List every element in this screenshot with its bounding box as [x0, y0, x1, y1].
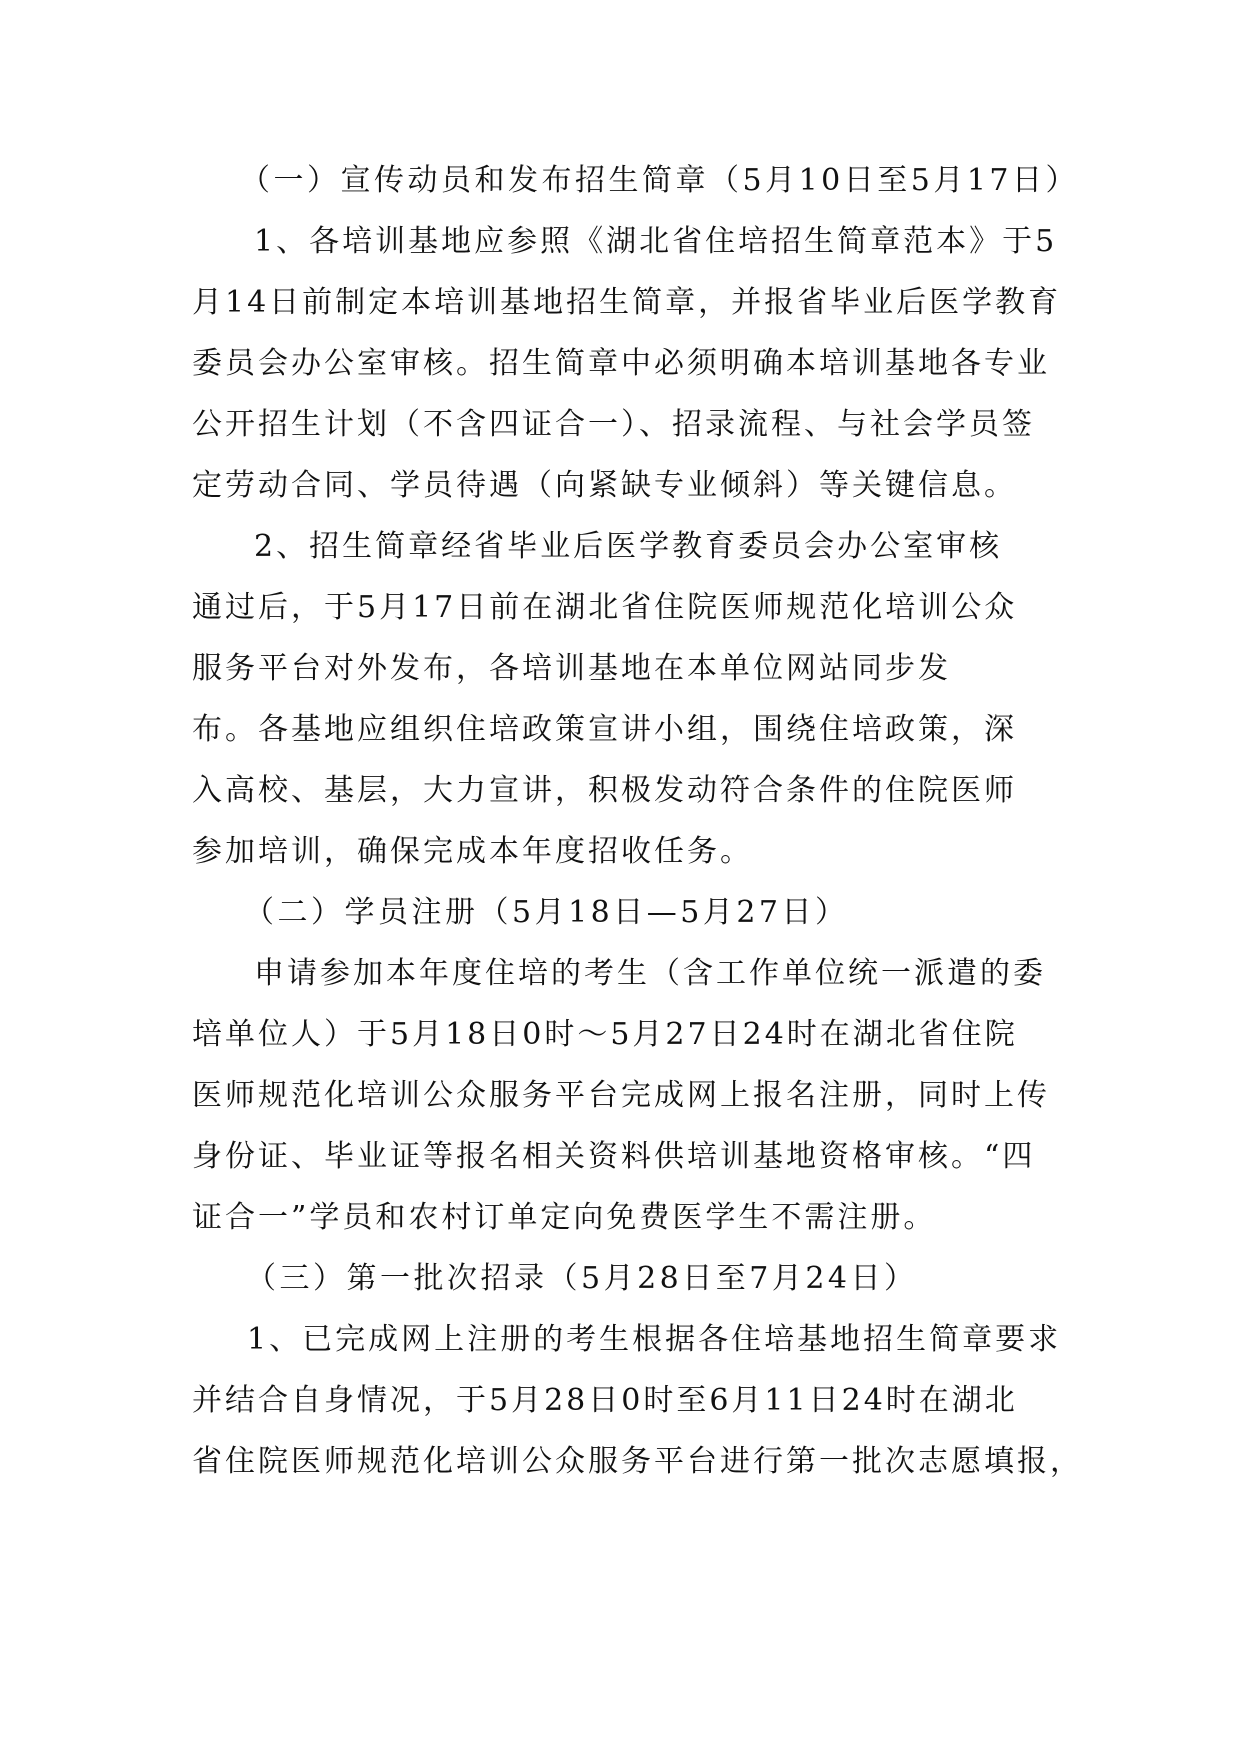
section-2-line: 医师规范化培训公众服务平台完成网上报名注册，同时上传	[192, 1078, 1050, 1113]
section-3-item-1-line: 并结合自身情况，于5月28日0时至6月11日24时在湖北	[192, 1383, 1018, 1418]
section-1-item-1-line: 定劳动合同、学员待遇（向紧缺专业倾斜）等关键信息。	[192, 468, 1017, 503]
section-1-item-1-line: 公开招生计划（不含四证合一）、招录流程、与社会学员签	[192, 407, 1035, 442]
section-2-line: 证合一”学员和农村订单定向免费医学生不需注册。	[192, 1200, 937, 1235]
section-3-item-1-line: 1、已完成网上注册的考生根据各住培基地招生简章要求	[247, 1322, 1062, 1357]
section-1-item-2-line: 服务平台对外发布，各培训基地在本单位网站同步发	[192, 651, 951, 686]
section-1-item-1-line: 1、各培训基地应参照《湖北省住培招生简章范本》于5	[254, 224, 1058, 259]
section-2-line: 身份证、毕业证等报名相关资料供培训基地资格审核。“四	[192, 1139, 1036, 1174]
section-2-line: 培单位人）于5月18日0时～5月27日24时在湖北省住院	[192, 1017, 1018, 1052]
section-1-item-2-line: 布。各基地应组织住培政策宣讲小组，围绕住培政策，深	[192, 712, 1017, 747]
section-1-item-1-line: 月14日前制定本培训基地招生简章，并报省毕业后医学教育	[192, 285, 1062, 320]
section-1-item-2-line: 2、招生简章经省毕业后医学教育委员会办公室审核	[254, 529, 1003, 564]
section-1-item-2-line: 参加培训，确保完成本年度招收任务。	[192, 834, 753, 869]
section-1-item-1-line: 委员会办公室审核。招生简章中必须明确本培训基地各专业	[192, 346, 1050, 381]
section-3-item-1-line: 省住院医师规范化培训公众服务平台进行第一批次志愿填报，	[192, 1444, 1083, 1479]
section-2-heading: （二）学员注册（5月18日—5月27日）	[244, 895, 849, 930]
section-2-line: 申请参加本年度住培的考生（含工作单位统一派遣的委	[254, 956, 1046, 991]
section-1-item-2-line: 通过后，于5月17日前在湖北省住院医师规范化培训公众	[192, 590, 1018, 625]
section-3-heading: （三）第一批次招录（5月28日至7月24日）	[246, 1261, 918, 1296]
section-1-heading: （一）宣传动员和发布招生简章（5月10日至5月17日）	[240, 163, 1080, 198]
document-body	[192, 150, 1083, 1492]
section-1-item-2-line: 入高校、基层，大力宣讲，积极发动符合条件的住院医师	[192, 773, 1017, 808]
